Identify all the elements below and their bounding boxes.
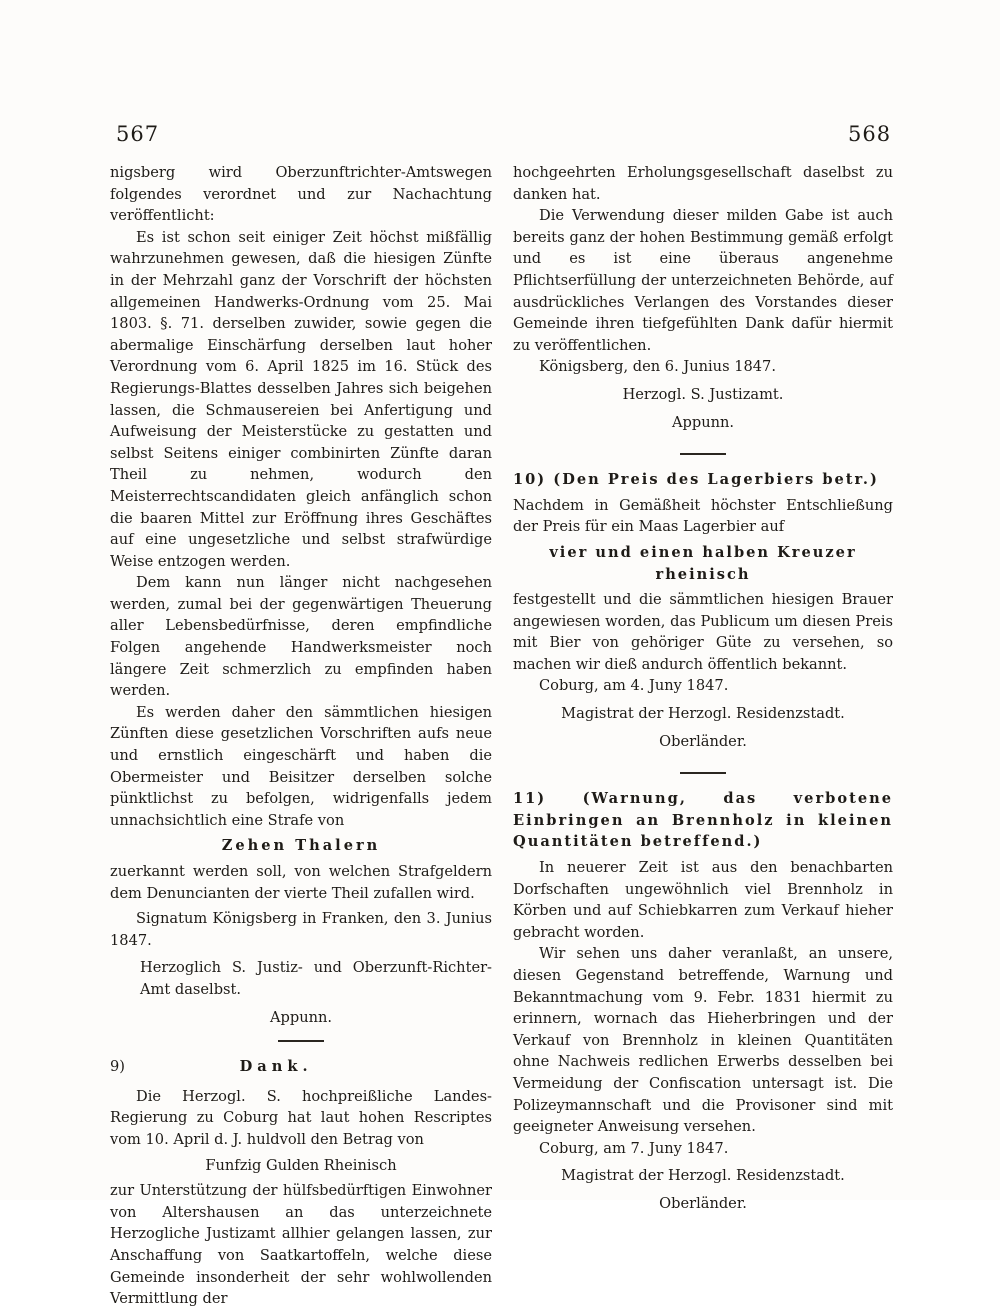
issuing-office-2: Magistrat der Herzogl. Residenzstadt. xyxy=(561,705,845,723)
section-9-heading xyxy=(110,1056,492,1078)
left-paragraph-3: Dem kann nun länger nicht nachgesehen werden, zumal bei der gegenwärtigen Theuerung aller Lebensbedürfnisse, deren empfindliche Folgen angehende Handwerksmeister noch längere Zeit schmerzlich zu empfinden haben werden. xyxy=(110,574,492,700)
signer-2: Oberländer. xyxy=(659,732,747,750)
section-11-heading: 11) (Warnung, das verbotene Einbringen an Brennholz in kleinen Quantitäten betreffend.) xyxy=(513,790,893,851)
page-number-left: 567 xyxy=(116,122,160,146)
section-divider xyxy=(680,772,726,774)
signer-left: Appunn. xyxy=(269,1008,333,1026)
right-paragraph-5: In neuerer Zeit ist aus den benachbarten Dorfschaften ungewöhnlich viel Brennholz in Körben und auf Schiebkarren zum Verkauf hieher gebracht worden. xyxy=(513,859,893,941)
left-paragraph-2: Es ist schon seit einiger Zeit höchst mißfällig wahrzunehmen gewesen, daß die hiesigen Zünfte in der Mehrzahl ganz der Vorschrift der höchsten allgemeinen Handwerks-Ordnung vom 25. Mai 1803. §. 71. derselben zuwider, sowie gegen die abermalige Einschärfung derselben laut hoher Verordnung vom 6. April 1825 im 16. Stück des Regierungs-Blattes desselben Jahres sich beigehen lassen, die Schmausereien bei Anfertigung und Aufweisung der Meisterstücke zu gestatten und selbst Seitens einiger combinirten Zünfte daran Theil zu nehmen, wodurch den Meisterrechtscandidaten gleich anfänglich schon die baaren Mittel zur Eröffnung ihres Geschäftes auf eine ungesetzliche und selbst strafwürdige Weise entzogen werden. xyxy=(110,228,492,570)
section-9-number: 9) xyxy=(110,1058,125,1076)
section-divider xyxy=(680,453,726,455)
signer-1: Appunn. xyxy=(671,413,735,431)
left-paragraph-4: Es werden daher den sämmtlichen hiesigen Zünften diese gesetzlichen Vorschriften aufs neue und ernstlich eingeschärft und haben die Obermeister und Beisitzer derselben solche pünktlichst zu befolgen, widrigenfalls jedem unnachsichtlich eine Strafe von xyxy=(110,703,492,829)
right-paragraph-3: Nachdem in Gemäßheit höchster Entschließung der Preis für ein Maas Lagerbier auf xyxy=(513,496,893,536)
right-paragraph-2: Die Verwendung dieser milden Gabe ist auch bereits ganz der hohen Bestimmung gemäß erfolgt und es ist eine überaus angenehme Pflichtserfüllung der unterzeichneten Behörde, auf ausdrückliches Verlangen des Vorstandes dieser Gemeinde ihren tiefgefühlten Dank dafür hiermit zu veröffentlichen. xyxy=(513,207,893,354)
page-number-right: 568 xyxy=(848,122,892,146)
issuing-office-1: Herzogl. S. Justizamt. xyxy=(622,385,784,403)
date-line-2: Coburg, am 4. Juny 1847. xyxy=(539,677,729,695)
signer-3: Oberländer. xyxy=(659,1194,747,1212)
left-paragraph-1: nigsberg wird Oberzunftrichter-Amtswegen folgendes verordnet und zur Nachachtung veröffentlicht: xyxy=(110,164,492,225)
left-paragraph-7: zur Unterstützung der hülfsbedürftigen Einwohner von Altershausen an das unterzeichnete Herzogliche Justizamt allhier gelangen lassen, zur Anschaffung von Saatkartoffeln, welche diese Gemeinde insonderheit der sehr wohlwollenden Vermittlung der xyxy=(110,1182,492,1308)
fine-amount: Zehen Thalern xyxy=(221,837,381,855)
section-9-title: Dank. xyxy=(239,1058,313,1076)
beer-price: vier und einen halben Kreuzer rheinisch xyxy=(549,543,857,583)
section-10-heading: 10) (Den Preis des Lagerbiers betr.) xyxy=(513,471,879,489)
right-paragraph-4: festgestellt und die sämmtlichen hiesigen Brauer angewiesen worden, das Publicum um diesen Preis mit Bier von gehöriger Güte zu versehen, so machen wir dieß andurch öffentlich bekannt. xyxy=(513,591,893,673)
left-paragraph-6: Die Herzogl. S. hochpreißliche Landes-Regierung zu Coburg hat laut hohen Rescriptes vom 10. April d. J. huldvoll den Betrag von xyxy=(110,1087,492,1148)
section-divider xyxy=(278,1040,324,1042)
right-paragraph-6: Wir sehen uns daher veranlaßt, an unsere, diesen Gegenstand betreffende, Warnung und Bekanntmachung vom 9. Febr. 1831 hiermit zu erinnern, wornach das Hieherbringen und der Verkauf von Brennholz in kleinen Quantitäten ohne Nachweis redlichen Erwerbs desselben bei Vermeidung der Confiscation untersagt ist. Die Polizeymannschaft und die Provisoner sind mit geeigneter Anweisung versehen. xyxy=(513,945,893,1136)
signatum-line: Signatum Königsberg in Franken, den 3. Junius 1847. xyxy=(110,910,492,949)
left-column xyxy=(110,162,492,1310)
date-line-3: Coburg, am 7. Juny 1847. xyxy=(539,1139,729,1157)
donation-amount: Funfzig Gulden Rheinisch xyxy=(205,1156,397,1174)
issuing-office-3: Magistrat der Herzogl. Residenzstadt. xyxy=(561,1167,845,1185)
right-column xyxy=(513,162,893,1215)
left-paragraph-5: zuerkannt werden soll, von welchen Strafgeldern dem Denuncianten der vierte Theil zufallen wird. xyxy=(110,863,492,902)
issuing-office-left: Herzoglich S. Justiz- und Oberzunft-Richter-Amt daselbst. xyxy=(140,959,492,998)
right-paragraph-1: hochgeehrten Erholungsgesellschaft daselbst zu danken hat. xyxy=(513,164,893,203)
date-line-1: Königsberg, den 6. Junius 1847. xyxy=(539,358,776,376)
